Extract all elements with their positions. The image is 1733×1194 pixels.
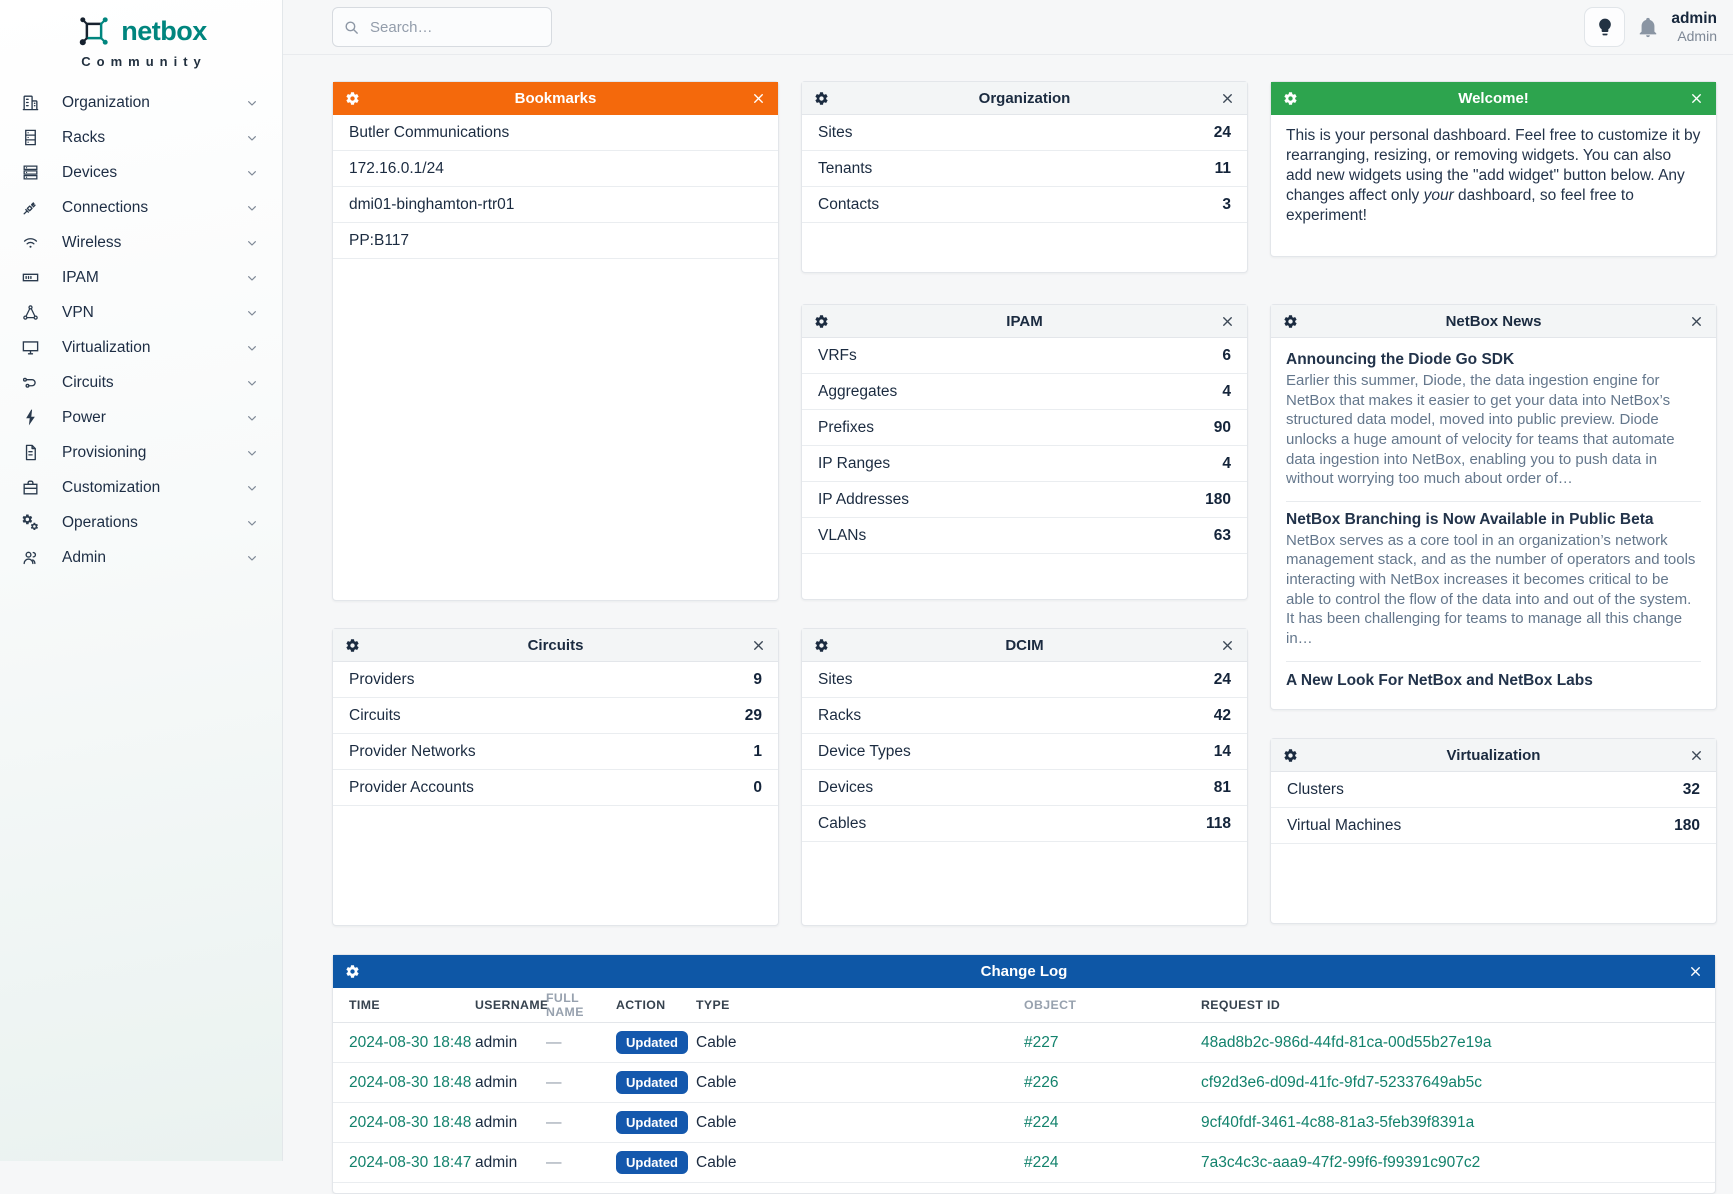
change-time-link[interactable]: 2024-08-30 18:47 bbox=[349, 1153, 472, 1171]
bell-icon[interactable] bbox=[1637, 16, 1659, 38]
news-article-link[interactable]: NetBox Branching is Now Available in Public Beta bbox=[1286, 510, 1654, 528]
news-article-link[interactable]: Announcing the Diode Go SDK bbox=[1286, 351, 1515, 368]
widget-close-icon[interactable] bbox=[1689, 748, 1704, 763]
stat-row[interactable] bbox=[802, 374, 1247, 410]
bookmark-link[interactable]: dmi01-binghamton-rtr01 bbox=[333, 187, 778, 223]
search-box bbox=[332, 7, 552, 47]
sidebar bbox=[0, 0, 283, 1161]
stat-value: 118 bbox=[1205, 814, 1231, 832]
stat-value: 24 bbox=[1213, 670, 1231, 688]
widget-title: Change Log bbox=[980, 962, 1068, 980]
stat-row[interactable] bbox=[802, 482, 1247, 518]
bookmark-link[interactable]: PP:B117 bbox=[333, 223, 778, 259]
stat-row[interactable] bbox=[802, 446, 1247, 482]
changelog-row bbox=[333, 1063, 1715, 1103]
chevron-down-icon bbox=[244, 200, 260, 216]
stat-value: 3 bbox=[1222, 195, 1231, 213]
dashboard-column-3 bbox=[1270, 81, 1717, 926]
sidebar-item-label: Customization bbox=[62, 478, 161, 496]
stat-label: Provider Accounts bbox=[349, 778, 474, 796]
stat-row[interactable] bbox=[802, 115, 1247, 151]
chevron-down-icon bbox=[244, 445, 260, 461]
change-full-name: — bbox=[546, 1073, 562, 1091]
widget-title: Bookmarks bbox=[514, 89, 597, 107]
news-article bbox=[1286, 661, 1701, 696]
chevron-down-icon bbox=[244, 165, 260, 181]
widget-config-icon[interactable] bbox=[345, 91, 360, 106]
chevron-down-icon bbox=[244, 410, 260, 426]
column-header-username: USERNAME bbox=[475, 998, 549, 1012]
widget-title: Welcome! bbox=[1458, 89, 1529, 107]
chevron-down-icon bbox=[244, 515, 260, 531]
stat-row[interactable] bbox=[802, 518, 1247, 554]
widget-config-icon[interactable] bbox=[814, 91, 829, 106]
sidebar-item-vpn[interactable] bbox=[0, 295, 282, 330]
change-full-name: — bbox=[546, 1033, 562, 1051]
change-time-link[interactable]: 2024-08-30 18:48 bbox=[349, 1033, 472, 1051]
wifi-icon bbox=[21, 233, 40, 252]
change-action-cell bbox=[616, 1111, 696, 1134]
sidebar-item-operations[interactable] bbox=[0, 505, 282, 540]
news-article bbox=[1286, 501, 1701, 661]
stat-row[interactable] bbox=[802, 151, 1247, 187]
sidebar-item-wireless[interactable] bbox=[0, 225, 282, 260]
changelog-row bbox=[333, 1103, 1715, 1143]
bookmarks-widget bbox=[332, 81, 779, 601]
stat-label: Circuits bbox=[349, 706, 401, 724]
dashboard bbox=[283, 55, 1733, 1194]
stat-value: 180 bbox=[1674, 816, 1700, 834]
stat-label: VRFs bbox=[818, 346, 857, 364]
change-username: admin bbox=[475, 1033, 518, 1051]
change-type: Cable bbox=[696, 1153, 737, 1171]
sidebar-item-devices[interactable] bbox=[0, 155, 282, 190]
sidebar-item-power[interactable] bbox=[0, 400, 282, 435]
stat-value: 32 bbox=[1682, 780, 1700, 798]
stat-value: 180 bbox=[1205, 490, 1231, 508]
change-request-id-link[interactable]: 9cf40fdf-3461-4c88-81a3-5feb39f8391a bbox=[1201, 1113, 1475, 1131]
circuits-widget-header bbox=[333, 629, 778, 662]
change-time-link[interactable]: 2024-08-30 18:48 bbox=[349, 1073, 472, 1091]
widget-close-icon[interactable] bbox=[1220, 91, 1235, 106]
stat-label: Tenants bbox=[818, 159, 873, 177]
chevron-down-icon bbox=[244, 480, 260, 496]
people-icon bbox=[21, 548, 40, 567]
stat-value: 81 bbox=[1213, 778, 1231, 796]
widget-title: Virtualization bbox=[1446, 746, 1541, 764]
organization-icon bbox=[21, 93, 40, 112]
news-list bbox=[1271, 338, 1716, 706]
news-article-summary: NetBox serves as a core tool in an organization’s network management stack, and as the number of operators and tools interacting with NetBox increases it becomes critical to be able to control the flow of the data into and out of the system. It has been challenging for teams to manage all this change in… bbox=[1286, 531, 1696, 648]
stat-value: 63 bbox=[1213, 526, 1231, 544]
sidebar-item-label: VPN bbox=[62, 303, 94, 321]
change-type: Cable bbox=[696, 1113, 737, 1131]
ip-counter-icon bbox=[21, 268, 40, 287]
topbar bbox=[283, 0, 1733, 55]
widget-config-icon[interactable] bbox=[345, 964, 360, 979]
bookmark-link[interactable]: 172.16.0.1/24 bbox=[333, 151, 778, 187]
chevron-down-icon bbox=[244, 375, 260, 391]
widget-config-icon[interactable] bbox=[1283, 748, 1298, 763]
change-username: admin bbox=[475, 1113, 518, 1131]
stat-label: Sites bbox=[818, 670, 853, 688]
stat-label: Cables bbox=[818, 814, 867, 832]
plug-icon bbox=[21, 198, 40, 217]
stat-row[interactable] bbox=[802, 338, 1247, 374]
stat-value: 11 bbox=[1214, 159, 1231, 177]
stat-row[interactable] bbox=[333, 734, 778, 770]
dcim-widget bbox=[801, 628, 1248, 926]
sidebar-item-label: Wireless bbox=[62, 233, 122, 251]
stat-label: Device Types bbox=[818, 742, 911, 760]
sidebar-item-label: Provisioning bbox=[62, 443, 147, 461]
sidebar-item-connections[interactable] bbox=[0, 190, 282, 225]
widget-title: Organization bbox=[978, 89, 1071, 107]
change-object-link[interactable]: #224 bbox=[1024, 1113, 1059, 1131]
stat-value: 0 bbox=[753, 778, 762, 796]
widget-title: DCIM bbox=[1005, 636, 1044, 654]
change-action-cell bbox=[616, 1071, 696, 1094]
welcome-text: This is your personal dashboard. Feel free to customize it by rearranging, resizing, or removing widgets. You can also add new widgets using the "add widget" button below. Any changes affect only your dashboard, so feel free to experiment! bbox=[1286, 127, 1701, 224]
stat-row[interactable] bbox=[802, 187, 1247, 223]
change-object-link[interactable]: #224 bbox=[1024, 1153, 1059, 1171]
user-name: admin bbox=[1671, 10, 1717, 28]
change-action-cell bbox=[616, 1151, 696, 1174]
stat-value: 24 bbox=[1213, 123, 1231, 141]
brand-name: netbox bbox=[121, 15, 207, 46]
column-header-request-id: REQUEST ID bbox=[1201, 998, 1281, 1012]
stat-row[interactable] bbox=[1271, 772, 1716, 808]
change-request-id-link[interactable]: 48ad8b2c-986d-44fd-81ca-00d55b27e19a bbox=[1201, 1033, 1492, 1051]
ipam-widget-header bbox=[802, 305, 1247, 338]
widget-config-icon[interactable] bbox=[814, 638, 829, 653]
sidebar-item-circuits[interactable] bbox=[0, 365, 282, 400]
widget-close-icon[interactable] bbox=[1220, 314, 1235, 329]
stat-value: 42 bbox=[1213, 706, 1231, 724]
change-action-cell bbox=[616, 1031, 696, 1054]
dcim-widget-header bbox=[802, 629, 1247, 662]
virtualization-widget bbox=[1270, 738, 1717, 924]
document-icon bbox=[21, 443, 40, 462]
change-request-id-link[interactable]: cf92d3e6-d09d-41fc-9fd7-52337649ab5c bbox=[1201, 1073, 1482, 1091]
stat-row[interactable] bbox=[802, 806, 1247, 842]
stat-label: Aggregates bbox=[818, 382, 898, 400]
changelog-row bbox=[333, 1023, 1715, 1063]
change-type: Cable bbox=[696, 1073, 737, 1091]
stat-row[interactable] bbox=[802, 662, 1247, 698]
stat-label: Prefixes bbox=[818, 418, 874, 436]
changelog-table-header bbox=[333, 988, 1715, 1023]
widget-close-icon[interactable] bbox=[1220, 638, 1235, 653]
chevron-down-icon bbox=[244, 95, 260, 111]
changelog-widget-header bbox=[333, 955, 1715, 988]
widget-close-icon[interactable] bbox=[751, 638, 766, 653]
user-role: Admin bbox=[1677, 27, 1717, 44]
stat-row[interactable] bbox=[802, 770, 1247, 806]
monitor-icon bbox=[21, 338, 40, 357]
stat-label: Providers bbox=[349, 670, 415, 688]
server-stack-icon bbox=[21, 163, 40, 182]
change-request-id-link[interactable]: 7a3c4c3c-aaa9-47f2-99f6-f99391c907c2 bbox=[1201, 1153, 1481, 1171]
netbox-logo-icon bbox=[75, 12, 113, 50]
widget-close-icon[interactable] bbox=[1689, 91, 1704, 106]
welcome-widget-header bbox=[1271, 82, 1716, 115]
widget-config-icon[interactable] bbox=[345, 638, 360, 653]
stat-row[interactable] bbox=[333, 698, 778, 734]
stat-row[interactable] bbox=[802, 698, 1247, 734]
rack-icon bbox=[21, 128, 40, 147]
sidebar-item-label: IPAM bbox=[62, 268, 99, 286]
transit-connection-icon bbox=[21, 373, 40, 392]
dashboard-column-1 bbox=[332, 81, 779, 926]
change-object-link[interactable]: #227 bbox=[1024, 1033, 1059, 1051]
news-article bbox=[1286, 342, 1701, 501]
stat-label: Contacts bbox=[818, 195, 880, 213]
news-widget bbox=[1270, 304, 1717, 710]
sidebar-item-label: Organization bbox=[62, 93, 150, 111]
network-nodes-icon bbox=[21, 303, 40, 322]
stat-row[interactable] bbox=[333, 770, 778, 806]
sidebar-item-label: Circuits bbox=[62, 373, 114, 391]
sidebar-item-racks[interactable] bbox=[0, 120, 282, 155]
sidebar-item-ipam[interactable] bbox=[0, 260, 282, 295]
widget-title: IPAM bbox=[1006, 312, 1043, 330]
stat-label: Devices bbox=[818, 778, 874, 796]
stat-label: Racks bbox=[818, 706, 862, 724]
bookmarks-widget-header bbox=[333, 82, 778, 115]
stat-label: Provider Networks bbox=[349, 742, 476, 760]
column-header-action: ACTION bbox=[616, 998, 666, 1012]
widget-config-icon[interactable] bbox=[1283, 91, 1298, 106]
change-object-link[interactable]: #226 bbox=[1024, 1073, 1059, 1091]
stat-value: 14 bbox=[1213, 742, 1231, 760]
column-header-object: OBJECT bbox=[1024, 998, 1077, 1012]
sidebar-item-label: Connections bbox=[62, 198, 149, 216]
organization-widget bbox=[801, 81, 1248, 273]
widget-title: NetBox News bbox=[1445, 312, 1542, 330]
change-username: admin bbox=[475, 1073, 518, 1091]
sidebar-item-customization[interactable] bbox=[0, 470, 282, 505]
changelog-row bbox=[333, 1143, 1715, 1183]
stat-label: IP Ranges bbox=[818, 454, 891, 472]
stat-label: IP Addresses bbox=[818, 490, 910, 508]
column-header-type: TYPE bbox=[696, 998, 730, 1012]
stat-row[interactable] bbox=[802, 734, 1247, 770]
widget-config-icon[interactable] bbox=[1283, 314, 1298, 329]
lightbulb-icon bbox=[1595, 17, 1615, 37]
stat-row[interactable] bbox=[1271, 808, 1716, 844]
stat-label: VLANs bbox=[818, 526, 867, 544]
change-username: admin bbox=[475, 1153, 518, 1171]
dashboard-column-2 bbox=[801, 81, 1248, 926]
change-time-link[interactable]: 2024-08-30 18:48 bbox=[349, 1113, 472, 1131]
brand-subtitle: Community bbox=[81, 54, 207, 69]
circuits-widget bbox=[332, 628, 779, 926]
chevron-down-icon bbox=[244, 340, 260, 356]
status-badge: Updated bbox=[616, 1151, 688, 1174]
widget-close-icon[interactable] bbox=[751, 91, 766, 106]
sidebar-item-label: Admin bbox=[62, 548, 106, 566]
stat-row[interactable] bbox=[802, 410, 1247, 446]
search-input[interactable] bbox=[370, 19, 530, 36]
stat-value: 9 bbox=[753, 670, 762, 688]
stat-value: 4 bbox=[1222, 382, 1231, 400]
stat-label: Sites bbox=[818, 123, 853, 141]
change-full-name: — bbox=[546, 1153, 562, 1171]
chevron-down-icon bbox=[244, 550, 260, 566]
theme-toggle-button[interactable] bbox=[1584, 7, 1625, 47]
bookmark-link[interactable]: Butler Communications bbox=[333, 115, 778, 151]
search-icon bbox=[343, 19, 360, 36]
virtualization-widget-header bbox=[1271, 739, 1716, 772]
topbar-actions bbox=[1584, 7, 1717, 47]
lightning-bolt-icon bbox=[21, 408, 40, 427]
stat-label: Virtual Machines bbox=[1287, 816, 1402, 834]
main-area bbox=[283, 0, 1733, 1171]
welcome-widget bbox=[1270, 81, 1717, 257]
widget-close-icon[interactable] bbox=[1689, 314, 1704, 329]
sidebar-item-label: Virtualization bbox=[62, 338, 151, 356]
chevron-down-icon bbox=[244, 130, 260, 146]
chevron-down-icon bbox=[244, 305, 260, 321]
column-header-full-name: FULL NAME bbox=[546, 991, 584, 1019]
sidebar-item-virtualization[interactable] bbox=[0, 330, 282, 365]
chevron-down-icon bbox=[244, 270, 260, 286]
organization-widget-header bbox=[802, 82, 1247, 115]
news-article-summary: Earlier this summer, Diode, the data ingestion engine for NetBox that makes it easier to get your data into NetBox’s structured data model, moved into public preview. Diode unlocks a huge amount of velocity for teams that automate data ingestion into NetBox, enabling you to push data in without worrying too much about order of… bbox=[1286, 372, 1675, 488]
widget-config-icon[interactable] bbox=[814, 314, 829, 329]
stat-value: 6 bbox=[1222, 346, 1231, 364]
stat-value: 1 bbox=[753, 742, 762, 760]
gears-icon bbox=[21, 513, 40, 532]
news-widget-header bbox=[1271, 305, 1716, 338]
stat-value: 4 bbox=[1222, 454, 1231, 472]
status-badge: Updated bbox=[616, 1111, 688, 1134]
sidebar-item-provisioning[interactable] bbox=[0, 435, 282, 470]
sidebar-item-admin[interactable] bbox=[0, 540, 282, 575]
changelog-widget bbox=[332, 954, 1716, 1194]
user-menu[interactable] bbox=[1671, 10, 1717, 44]
briefcase-icon bbox=[21, 478, 40, 497]
stat-row[interactable] bbox=[333, 662, 778, 698]
widget-title: Circuits bbox=[527, 636, 584, 654]
sidebar-item-label: Operations bbox=[62, 513, 138, 531]
sidebar-nav bbox=[0, 85, 282, 575]
ipam-widget bbox=[801, 304, 1248, 600]
sidebar-item-label: Power bbox=[62, 408, 106, 426]
news-article-link[interactable]: A New Look For NetBox and NetBox Labs bbox=[1286, 671, 1593, 689]
sidebar-item-label: Racks bbox=[62, 128, 106, 146]
brand[interactable] bbox=[0, 0, 282, 69]
column-header-time: TIME bbox=[349, 998, 380, 1012]
widget-close-icon[interactable] bbox=[1688, 964, 1703, 979]
status-badge: Updated bbox=[616, 1031, 688, 1054]
status-badge: Updated bbox=[616, 1071, 688, 1094]
sidebar-item-organization[interactable] bbox=[0, 85, 282, 120]
change-type: Cable bbox=[696, 1033, 737, 1051]
change-full-name: — bbox=[546, 1113, 562, 1131]
sidebar-item-label: Devices bbox=[62, 163, 118, 181]
stat-value: 90 bbox=[1213, 418, 1231, 436]
stat-value: 29 bbox=[744, 706, 762, 724]
stat-label: Clusters bbox=[1287, 780, 1344, 798]
chevron-down-icon bbox=[244, 235, 260, 251]
